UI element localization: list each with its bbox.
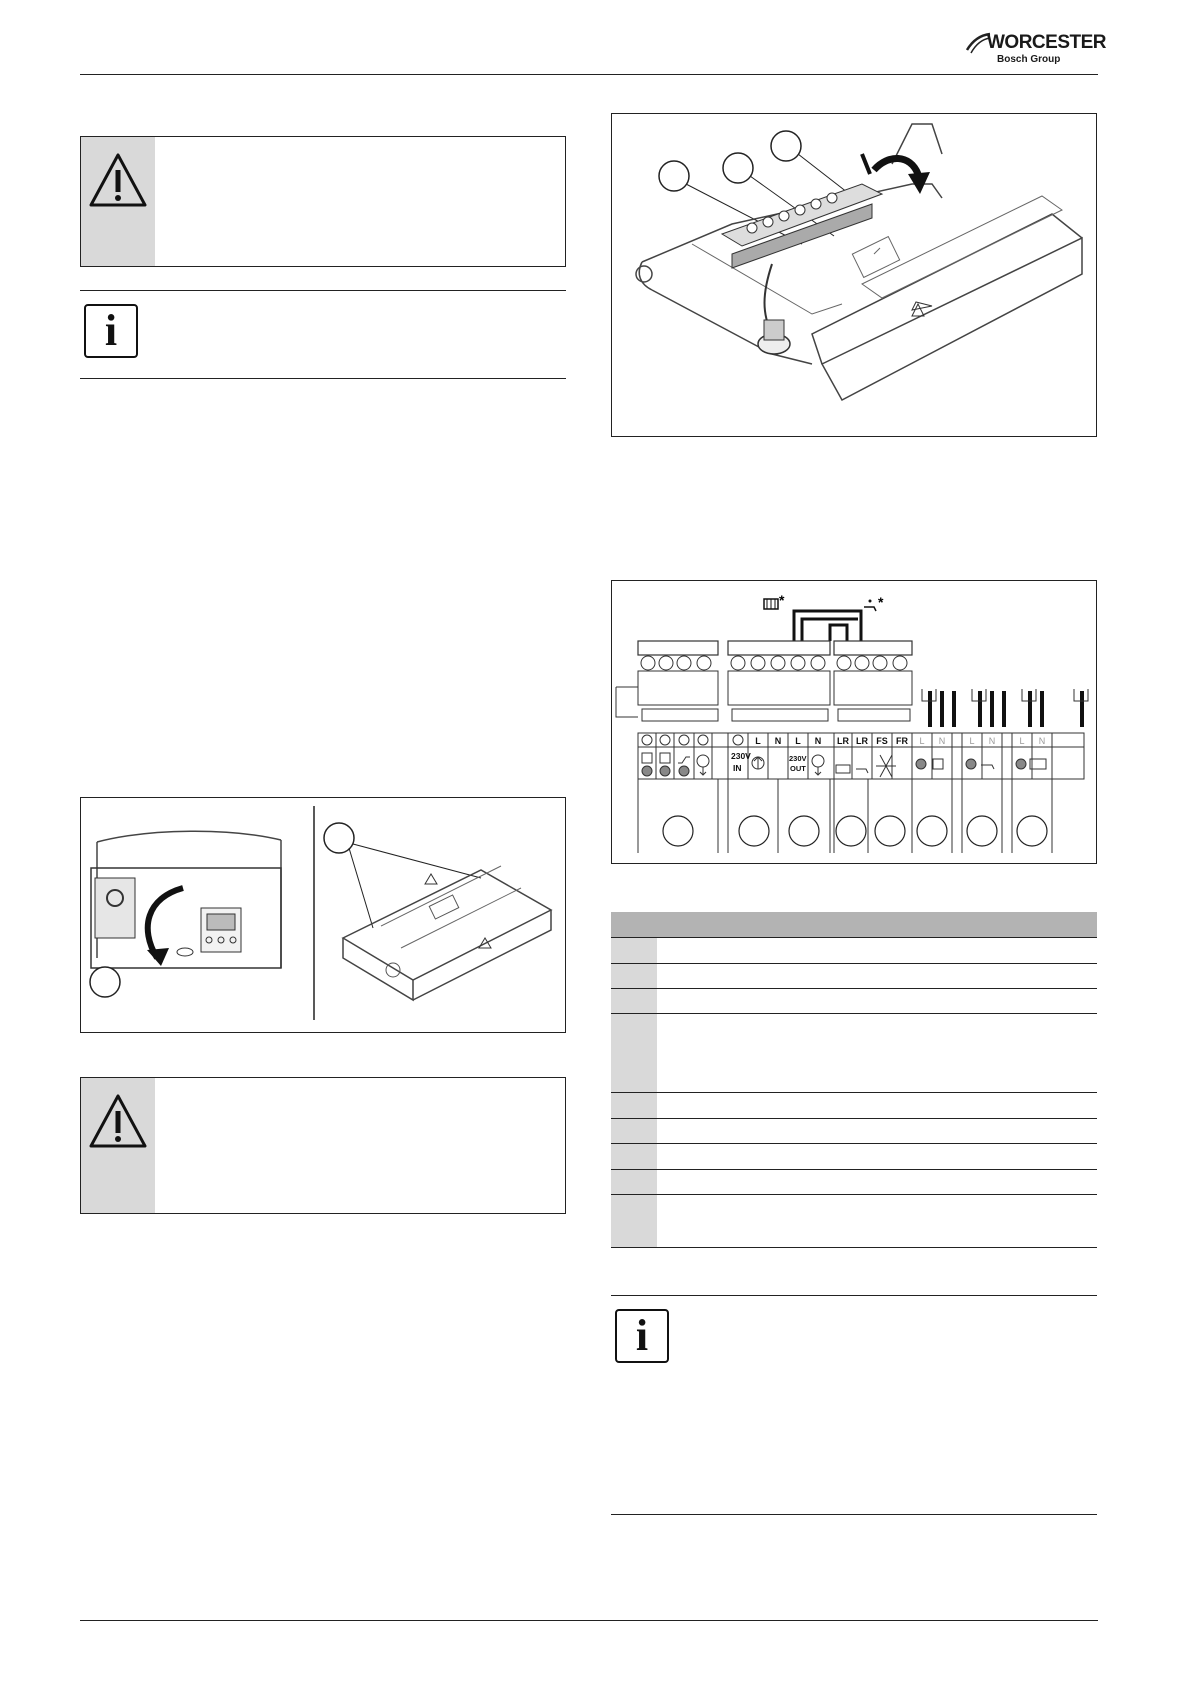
mains-out-label: OUT xyxy=(790,764,806,773)
figure-terminal-diagram xyxy=(611,580,1097,864)
brand-name: WORCESTER xyxy=(987,32,1106,53)
legend-rule xyxy=(611,988,1097,989)
terminal-label-n: N xyxy=(988,736,996,746)
terminal-label-l: L xyxy=(969,736,975,746)
terminal-diagram-drawing xyxy=(612,581,1096,863)
brand-sub: Bosch Group xyxy=(997,54,1061,65)
mains-in-label: IN xyxy=(733,763,742,773)
info-icon: i xyxy=(84,304,138,358)
legend-rule xyxy=(611,1194,1097,1195)
terminal-label-lr: LR xyxy=(856,736,868,746)
legend-key-cell xyxy=(611,1093,657,1118)
footer-rule xyxy=(80,1620,1098,1621)
legend-key-cell xyxy=(611,1195,657,1247)
legend-key-cell xyxy=(611,1014,657,1092)
legend-key-cell xyxy=(611,1144,657,1169)
terminal-label-l: L xyxy=(795,736,801,746)
info-box-1-top-rule xyxy=(80,290,566,291)
warning-box-2 xyxy=(80,1077,566,1214)
mains-in-voltage: 230V xyxy=(731,751,751,761)
info-box-2-bottom-rule xyxy=(611,1514,1097,1515)
warning-triangle-icon xyxy=(87,1092,149,1150)
figure-open-control-panel-drawing xyxy=(81,798,565,1032)
header-rule xyxy=(80,74,1098,75)
legend-rule xyxy=(611,1247,1097,1248)
legend-rule xyxy=(611,1013,1097,1014)
legend-rule xyxy=(611,1169,1097,1170)
svg-text:*: * xyxy=(779,592,785,608)
mains-out-voltage: 230V xyxy=(789,754,807,763)
legend-rule xyxy=(611,1092,1097,1093)
legend-key-cell xyxy=(611,989,657,1013)
terminal-label-n: N xyxy=(814,736,822,746)
terminal-label-n: N xyxy=(1038,736,1046,746)
legend-key-cell xyxy=(611,1119,657,1143)
terminal-label-l: L xyxy=(755,736,761,746)
legend-rule xyxy=(611,1118,1097,1119)
warning-triangle-icon xyxy=(87,151,149,209)
terminal-label-fs: FS xyxy=(876,736,888,746)
info-box-1-bottom-rule xyxy=(80,378,566,379)
terminal-label-fr: FR xyxy=(896,736,908,746)
figure-terminal-cover-drawing xyxy=(612,114,1096,436)
figure-open-control-panel xyxy=(80,797,566,1033)
radiator-star-icon xyxy=(764,592,785,609)
info-box-2-top-rule xyxy=(611,1295,1097,1296)
info-icon: i xyxy=(615,1309,669,1363)
legend-table-header xyxy=(611,912,1097,937)
svg-text:*: * xyxy=(878,594,884,610)
warning-box-1 xyxy=(80,136,566,267)
legend-key-cell xyxy=(611,937,657,963)
figure-terminal-cover xyxy=(611,113,1097,437)
terminal-label-lr: LR xyxy=(837,736,849,746)
legend-key-cell xyxy=(611,1170,657,1194)
legend-rule xyxy=(611,963,1097,964)
terminal-label-l: L xyxy=(1019,736,1025,746)
legend-key-cell xyxy=(611,964,657,988)
terminal-label-l: L xyxy=(919,736,925,746)
tap-star-icon xyxy=(864,594,884,611)
legend-rule xyxy=(611,1143,1097,1144)
terminal-label-n: N xyxy=(774,736,782,746)
legend-rule xyxy=(611,937,1097,938)
brand-logo xyxy=(965,28,1106,70)
terminal-label-n: N xyxy=(938,736,946,746)
